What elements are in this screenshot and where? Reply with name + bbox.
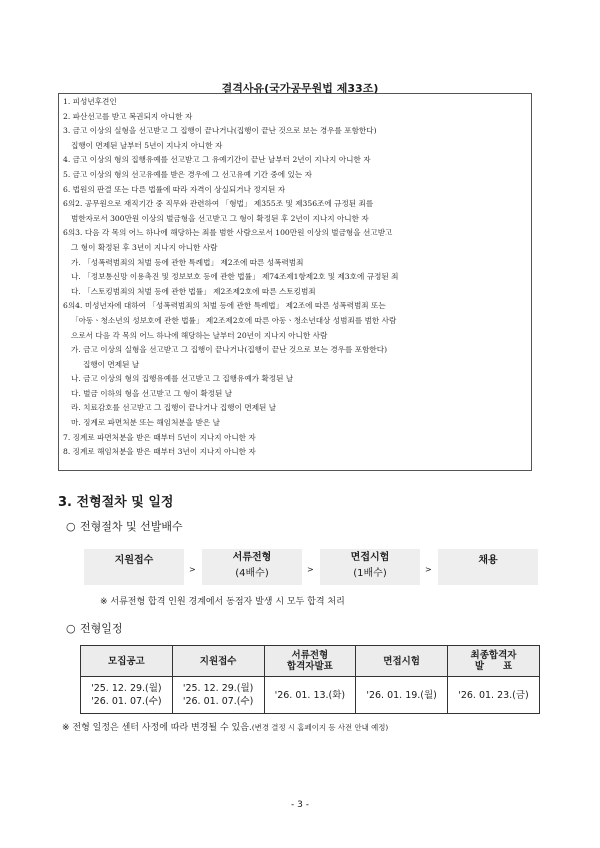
flow-arrow-icon: > — [189, 565, 196, 574]
reason-line: 으로서 다음 각 목의 어느 하나에 해당하는 날부터 20년이 지나지 아니한 사람 — [71, 330, 328, 340]
flow-step-title: 채용 — [478, 555, 498, 566]
schedule-header: 최종합격자 발 표 — [448, 646, 540, 677]
page-number: - 3 - — [291, 800, 309, 810]
subheading-procedure-label: 전형절차 및 선발배수 — [80, 520, 183, 533]
flow-step-document — [202, 549, 302, 585]
schedule-cell: '26. 01. 23.(금) — [448, 677, 540, 714]
reason-line: 6의2. 공무원으로 재직기간 중 직무와 관련하여 「형법」 제355조 및 제356조에 규정된 죄를 — [63, 199, 374, 209]
reason-line: 5. 금고 이상의 형의 선고유예를 받은 경우에 그 선고유예 기간 중에 있는 자 — [63, 169, 312, 179]
schedule-change-main: ※ 전형 일정은 센터 사정에 따라 변경될 수 있음. — [62, 723, 252, 733]
schedule-cell: '25. 12. 29.(월) '26. 01. 07.(수) — [172, 677, 264, 714]
reason-line: 집행이 면제된 날부터 5년이 지나지 아니한 자 — [71, 140, 223, 150]
schedule-cell: '26. 01. 19.(월) — [356, 677, 448, 714]
schedule-header: 서류전형 합격자발표 — [264, 646, 356, 677]
reason-line: 그 형이 확정된 후 3년이 지나지 아니한 사람 — [71, 242, 218, 252]
schedule-header: 면접시험 — [356, 646, 448, 677]
reason-line: 다. 벌금 이하의 형을 선고받고 그 형이 확정된 날 — [71, 388, 233, 398]
schedule-cell: '26. 01. 13.(화) — [264, 677, 356, 714]
reason-line: 집행이 면제된 날 — [83, 359, 140, 369]
flow-step-title: 면접시험 — [350, 552, 390, 563]
subheading-schedule-label: 전형일정 — [80, 622, 123, 635]
flow-step-sub: (4배수) — [235, 568, 269, 579]
flow-step-sub: (1배수) — [353, 568, 387, 579]
circle-bullet-icon: ○ — [66, 622, 76, 635]
schedule-change-small: (변경 결정 시 홈페이지 등 사전 안내 예정) — [251, 723, 389, 732]
flow-step-title: 지원접수 — [114, 555, 154, 566]
section-title: 3. 전형절차 및 일정 — [58, 495, 174, 510]
flow-step-hire — [438, 549, 538, 585]
schedule-header: 지원접수 — [172, 646, 264, 677]
reason-line: 라. 치료감호를 선고받고 그 집행이 끝나거나 집행이 면제된 날 — [71, 403, 277, 413]
subheading-procedure — [66, 518, 183, 534]
flow-arrow-icon: > — [307, 565, 314, 574]
reason-line: 4. 금고 이상의 형의 집행유예를 선고받고 그 유예기간이 끝난 날부터 2년이 지나지 아니한 자 — [63, 155, 371, 165]
reason-line: 2. 파산선고를 받고 복권되지 아니한 자 — [63, 111, 193, 121]
schedule-change-note — [62, 720, 388, 733]
reason-line: 나. 「정보통신망 이용촉진 및 정보보호 등에 관한 법률」 제74조제1항제2호 및 제3호에 규정된 죄 — [71, 272, 399, 282]
reason-line: 범한자로서 300만원 이상의 벌금형을 선고받고 그 형이 확정된 후 2년이 지나지 아니한 자 — [71, 213, 369, 223]
reason-line: 3. 금고 이상의 실형을 선고받고 그 집행이 끝나거나(집행이 끝난 것으로 보는 경우를 포함한다) — [63, 126, 377, 136]
reason-line: 나. 금고 이상의 형의 집행유예를 선고받고 그 집행유예가 확정된 날 — [71, 374, 294, 384]
reason-line: 가. 「성폭력범죄의 처벌 등에 관한 특례법」 제2조에 따른 성폭력범죄 — [71, 257, 304, 267]
disqualification-box — [58, 93, 532, 471]
reasons-title: 결격사유(국가공무원법 제33조) — [221, 82, 379, 95]
tie-note: ※ 서류전형 합격 인원 경계에서 동점자 발생 시 모두 합격 처리 — [100, 597, 345, 607]
reason-line: 6의4. 미성년자에 대하여 「성폭력범죄의 처벌 등에 관한 특례법」 제2조에 따른 성폭력범죄 또는 — [63, 301, 386, 311]
flow-step-apply — [84, 549, 184, 585]
reason-line: 1. 피성년후견인 — [63, 97, 117, 106]
reason-line: 다. 「스토킹범죄의 처벌 등에 관한 법률」 제2조제2호에 따른 스토킹범죄 — [71, 286, 316, 296]
reason-line: 가. 금고 이상의 실형을 선고받고 그 집행이 끝나거나(집행이 끝난 것으로 보는 경우를 포함한다) — [71, 345, 388, 355]
reason-line: 6의3. 다음 각 목의 어느 하나에 해당하는 죄를 범한 사람으로서 100만원 이상의 벌금형을 선고받고 — [63, 228, 393, 238]
flow-arrow-icon: > — [425, 565, 432, 574]
reason-line: 7. 징계로 파면처분을 받은 때부터 5년이 지나지 아니한 자 — [63, 432, 256, 442]
reason-line: 「아동ㆍ청소년의 성보호에 관한 법률」 제2조제2호에 따른 아동ㆍ청소년대상 성범죄를 범한 사람 — [71, 315, 397, 325]
reason-line: 6. 법원의 판결 또는 다른 법률에 따라 자격이 상실되거나 정지된 자 — [63, 184, 286, 194]
schedule-cell: '25. 12. 29.(월) '26. 01. 07.(수) — [81, 677, 173, 714]
schedule-row — [81, 677, 540, 714]
flow-step-title: 서류전형 — [232, 552, 272, 563]
reason-line: 8. 징계로 해임처분을 받은 때부터 3년이 지나지 아니한 자 — [63, 447, 256, 457]
schedule-header-row — [81, 646, 540, 677]
subheading-schedule — [66, 620, 123, 636]
schedule-header: 모집공고 — [81, 646, 173, 677]
reason-line: 마. 징계로 파면처분 또는 해임처분을 받은 날 — [71, 418, 220, 428]
schedule-table — [80, 645, 540, 714]
circle-bullet-icon: ○ — [66, 520, 76, 533]
flow-step-interview — [320, 549, 420, 585]
